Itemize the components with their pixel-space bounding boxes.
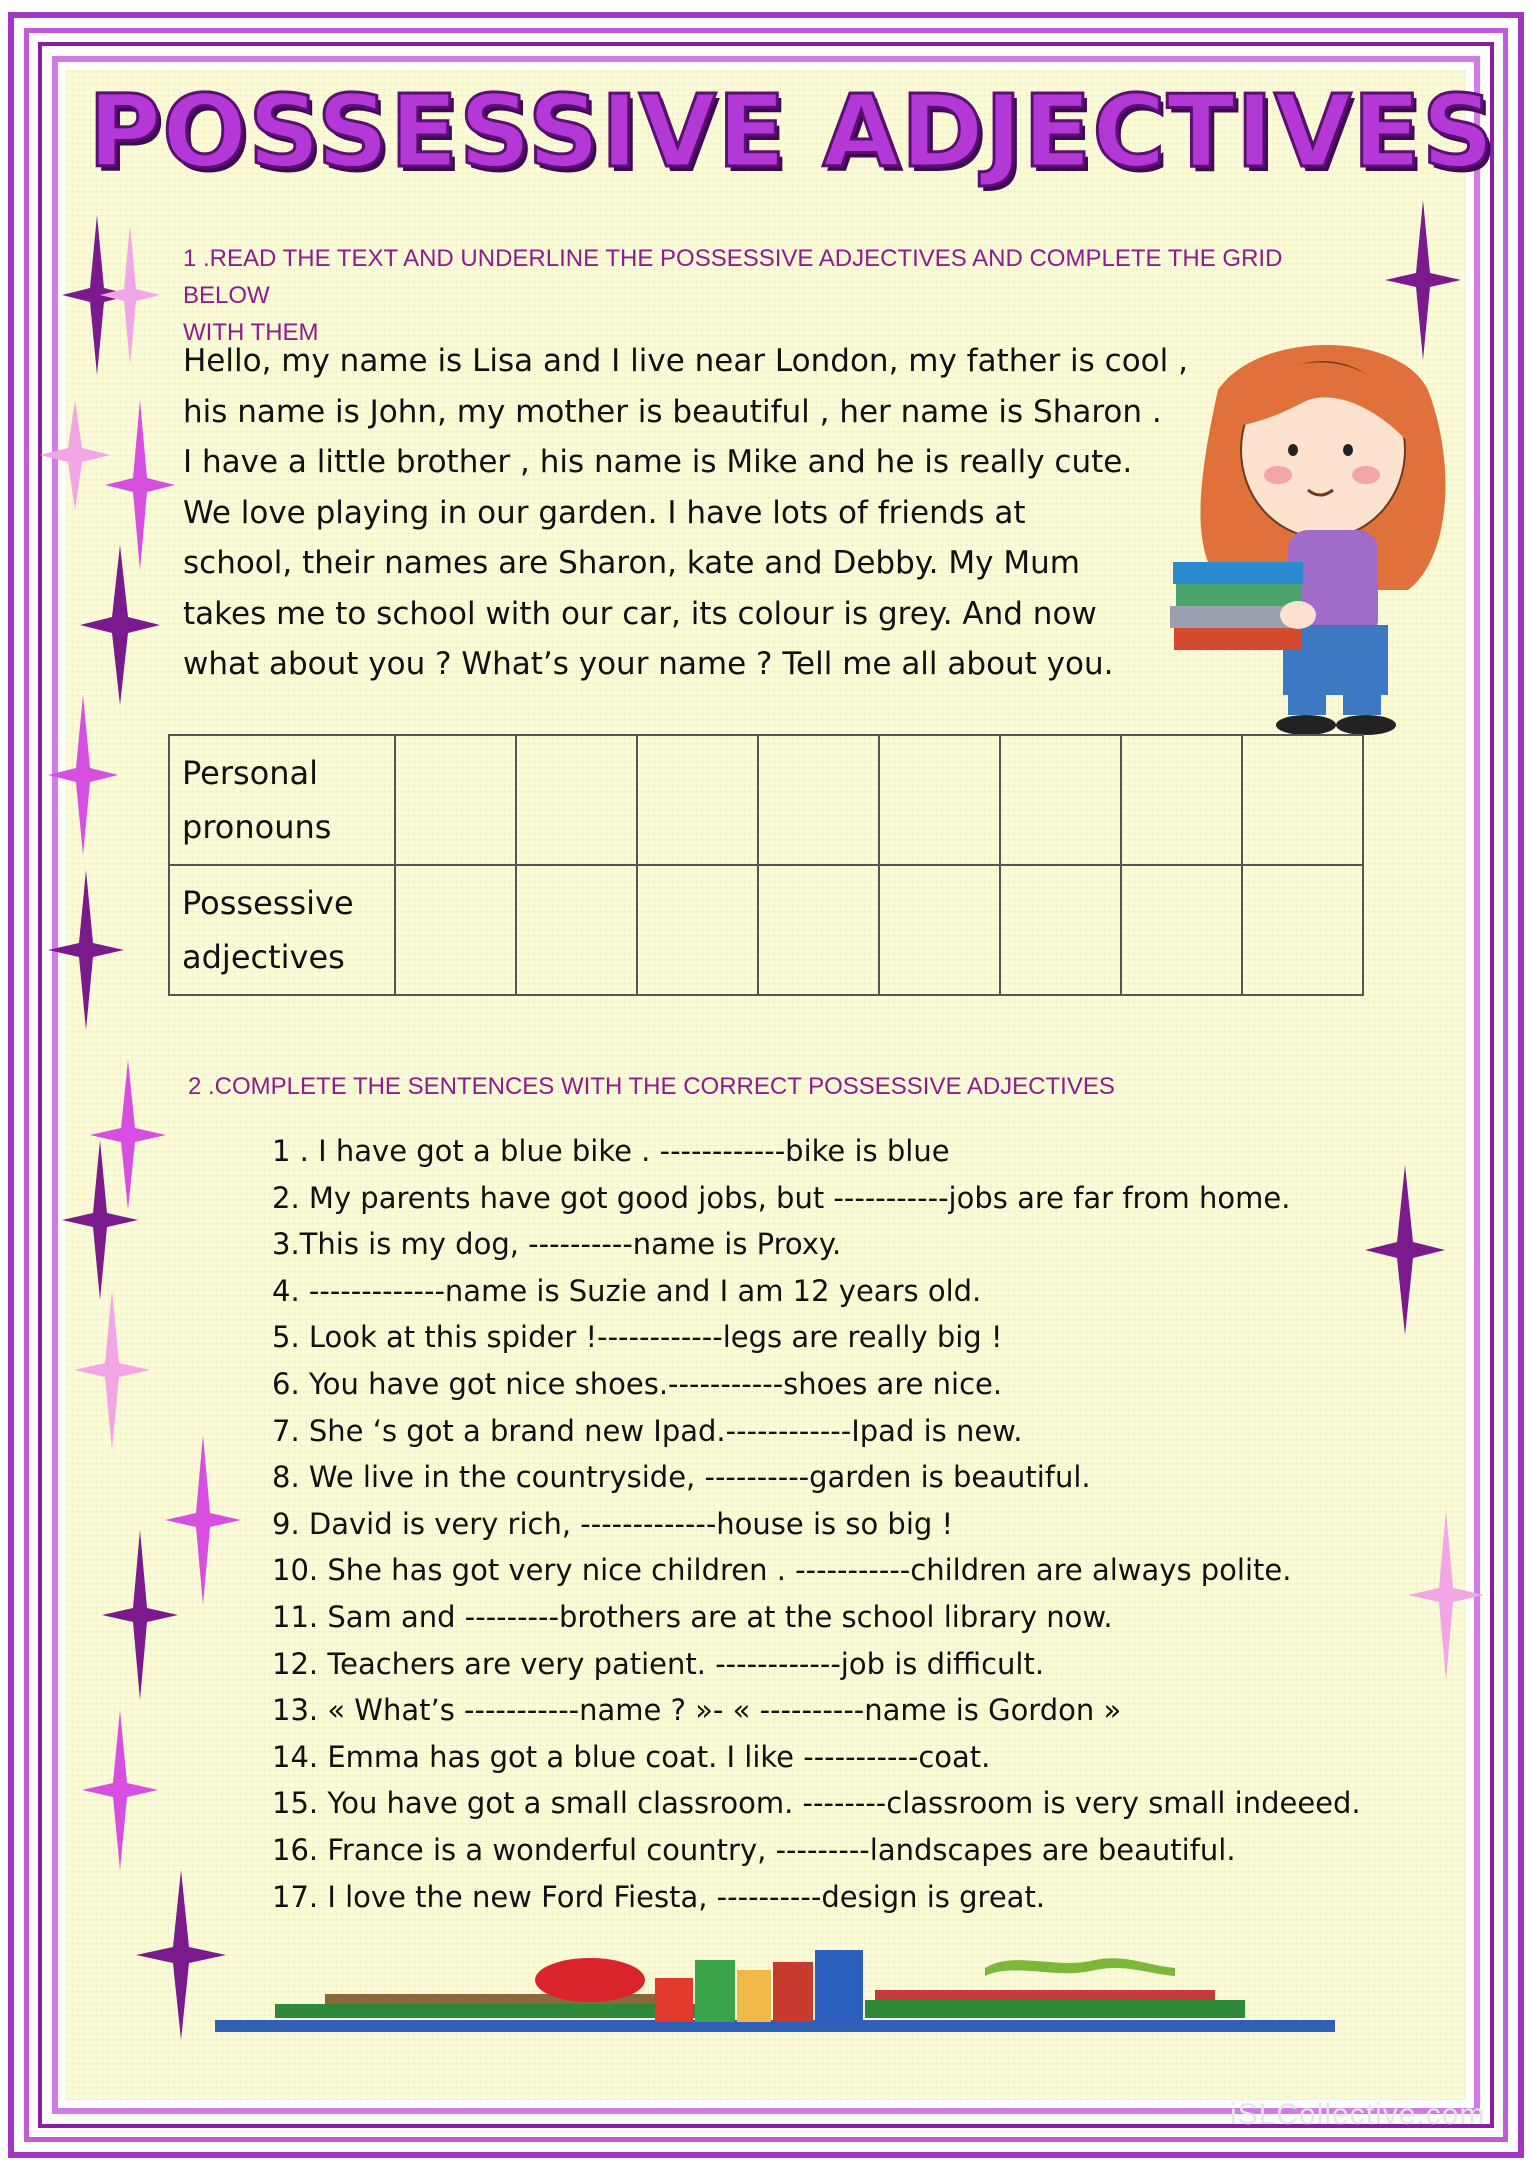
star-icon (48, 870, 124, 1030)
sentence-item: 2. My parents have got good jobs, but -----------jobs are far from home. (272, 1180, 1291, 1215)
sentence-item: 8. We live in the countryside, ----------garden is beautiful. (272, 1460, 1091, 1495)
text-line: school, their names are Sharon, kate and Debby. My Mum (183, 545, 1080, 581)
sentence-item: 3.This is my dog, ----------name is Proxy. (272, 1227, 842, 1262)
girl-with-books-illustration (1158, 330, 1468, 740)
grid-row-label (169, 865, 395, 995)
grid-cell[interactable] (1000, 735, 1121, 865)
text-line: his name is John, my mother is beautiful , her name is Sharon . (183, 393, 1162, 430)
grid-cell[interactable] (1121, 735, 1242, 865)
page-title: POSSESSIVE ADJECTIVES (88, 73, 1495, 190)
grid-row-label (169, 735, 395, 865)
grid-cell[interactable] (758, 865, 879, 995)
grid-label-line: adjectives (182, 938, 345, 976)
bookshelf-illustration (215, 1940, 1335, 2035)
sentence-item: 9. David is very rich, -------------house is so big ! (272, 1506, 954, 1541)
star-icon (62, 1140, 138, 1300)
star-icon (40, 400, 110, 510)
text-line: what about you ? What’s your name ? Tell me all about you. (183, 646, 1114, 682)
sentence-item: 12. Teachers are very patient. ------------job is difficult. (272, 1646, 1045, 1681)
sentence-item: 11. Sam and ---------brothers are at the school library now. (272, 1599, 1113, 1634)
star-icon (74, 1290, 150, 1450)
grid-cell[interactable] (637, 735, 758, 865)
grid-cell[interactable] (1121, 865, 1242, 995)
grid-cell[interactable] (637, 865, 758, 995)
grid-label-line: pronouns (182, 808, 332, 846)
instruction-line: WITH THEM (183, 319, 319, 346)
grid-cell[interactable] (516, 735, 637, 865)
grid-cell[interactable] (1000, 865, 1121, 995)
text-line: I have a little brother , his name is Mike and he is really cute. (183, 444, 1133, 480)
star-icon (136, 1870, 226, 2040)
star-icon (102, 1530, 178, 1700)
sentence-item: 6. You have got nice shoes.-----------shoes are nice. (272, 1366, 1003, 1401)
grid-cell[interactable] (879, 865, 1000, 995)
sentence-item: 13. « What’s -----------name ? »- « ----------name is Gordon » (272, 1693, 1122, 1728)
sentence-item: 5. Look at this spider !------------legs are really big ! (272, 1320, 1003, 1355)
star-icon (80, 545, 160, 705)
reading-text (183, 336, 1233, 690)
sentence-item: 1 . I have got a blue bike . ------------bike is blue (272, 1134, 950, 1168)
sentence-item: 14. Emma has got a blue coat. I like -----------coat. (272, 1739, 991, 1774)
text-line: Hello, my name is Lisa and I live near London, my father is cool , (183, 343, 1188, 379)
grid-cell[interactable] (1242, 735, 1363, 865)
exercise-2-instruction: 2 .COMPLETE THE SENTENCES WITH THE CORRECT POSSESSIVE ADJECTIVES (188, 1073, 1115, 1100)
grid-cell[interactable] (879, 735, 1000, 865)
grid-cell[interactable] (1242, 865, 1363, 995)
sentence-list (272, 1128, 1422, 1920)
grid-cell[interactable] (516, 865, 637, 995)
watermark: iSLCollective.com (1230, 2098, 1486, 2131)
star-icon (82, 1710, 158, 1870)
instruction-line: 1 .READ THE TEXT AND UNDERLINE THE POSSESSIVE ADJECTIVES AND COMPLETE THE GRID BELOW (183, 245, 1283, 309)
grid-row (169, 735, 1363, 865)
sentence-item: 17. I love the new Ford Fiesta, ----------design is great. (272, 1879, 1046, 1914)
text-line: takes me to school with our car, its colour is grey. And now (183, 595, 1097, 632)
grid-cell[interactable] (758, 735, 879, 865)
grid-cell[interactable] (395, 735, 516, 865)
sentence-item: 7. She ‘s got a brand new Ipad.------------Ipad is new. (272, 1413, 1023, 1448)
grid-label-line: Possessive (182, 884, 354, 922)
sentence-item: 4. -------------name is Suzie and I am 12 years old. (272, 1273, 982, 1308)
grid-cell[interactable] (395, 865, 516, 995)
sentence-item: 10. She has got very nice children . -----------children are always polite. (272, 1553, 1292, 1588)
pronoun-grid (168, 734, 1364, 996)
star-icon (48, 695, 118, 855)
star-icon (100, 225, 160, 365)
grid-row (169, 865, 1363, 995)
grid-label-line: Personal (182, 754, 319, 792)
sentence-item: 16. France is a wonderful country, ---------landscapes are beautiful. (272, 1832, 1236, 1867)
sentence-item: 15. You have got a small classroom. --------classroom is very small indeeed. (272, 1786, 1361, 1821)
text-line: We love playing in our garden. I have lots of friends at (183, 494, 1026, 531)
